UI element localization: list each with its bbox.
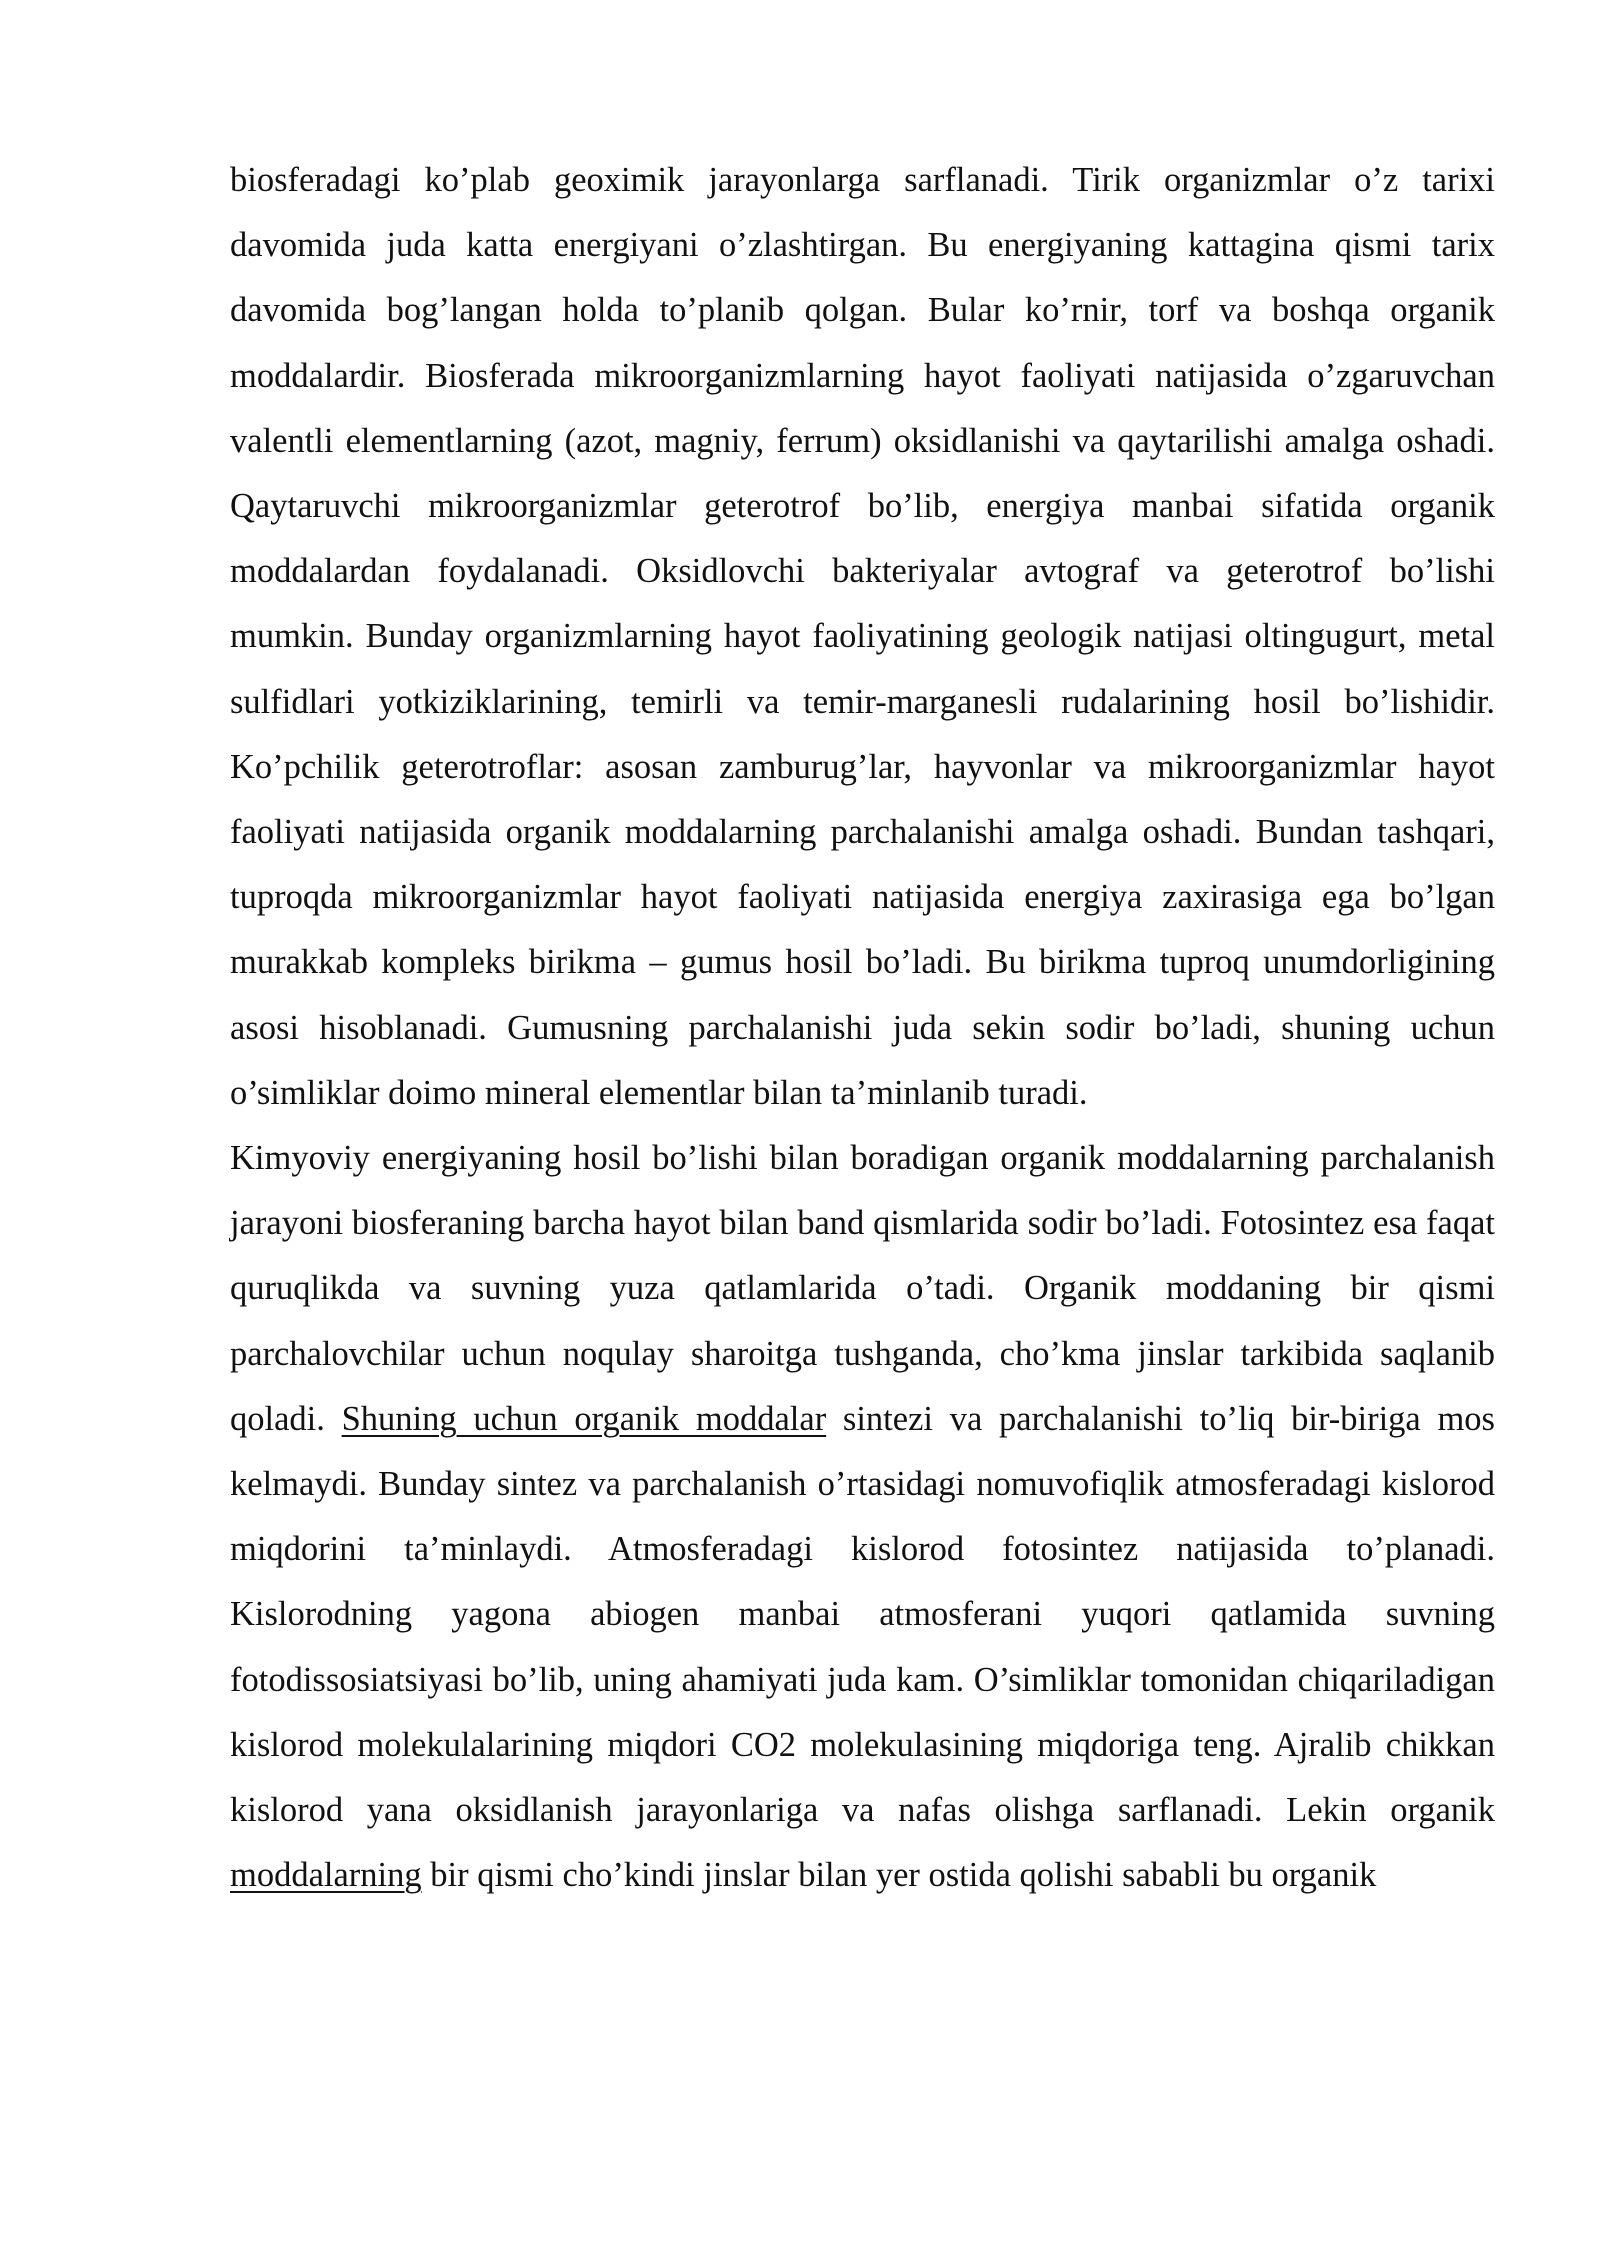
underlined-phrase-2: moddalarning	[230, 1856, 422, 1895]
paragraph-2	[230, 1126, 1495, 1908]
paragraph-2-text-1: Kimyoviy energiyaning hosil bo’lishi bilan boradigan organik moddalarning parchalanish jarayoni biosferaning barcha hayot bilan band qismlarida sodir bo’ladi. Fotosintez esa faqat quruqlikda va suvning yuza qatlamlarida o’tadi. Organik moddaning bir qismi parchalovchilar uchun noqulay sharoitga tushganda, cho’kma jinslar tarkibida saqlanib qoladi.	[230, 1139, 1495, 1438]
paragraph-2-text-2: sintezi va parchalanishi to’liq bir-biriga mos kelmaydi. Bunday sintez va parchalanish o’rtasidagi nomuvofiqlik atmosferadagi kislorod miqdorini ta’minlaydi. Atmosferadagi kislorod fotosintez natijasida to’planadi. Kislorodning yagona abiogen manbai atmosferani yuqori qatlamida suvning fotodissosiatsiyasi bo’lib, uning ahamiyati juda kam. O’simliklar tomonidan chiqariladigan kislorod molekulalarining miqdori CO2 molekulasining miqdoriga teng. Ajralib chikkan kislorod yana oksidlanish jarayonlariga va nafas olishga sarflanadi. Lekin organik	[230, 1399, 1495, 1830]
underlined-phrase-1: Shuning uchun organik moddalar	[341, 1399, 827, 1438]
document-body	[230, 148, 1495, 1908]
paragraph-2-text-3: bir qismi cho’kindi jinslar bilan yer ostida qolishi sababli bu organik	[421, 1856, 1377, 1895]
paragraph-1: biosferadagi ko’plab geoximik jarayonlarga sarflanadi. Tirik organizmlar o’z tarixi davomida juda katta energiyani o’zlashtirgan. Bu energiyaning kattagina qismi tarix davomida bog’langan holda to’planib qolgan. Bular ko’rnir, torf va boshqa organik moddalardir. Biosferada mikroorganizmlarning hayot faoliyati natijasida o’zgaruvchan valentli elementlarning (azot, magniy, ferrum) oksidlanishi va qaytarilishi amalga oshadi. Qaytaruvchi mikroorganizmlar geterotrof bo’lib, energiya manbai sifatida organik moddalardan foydalanadi. Oksidlovchi bakteriyalar avtograf va geterotrof bo’lishi mumkin. Bunday organizmlarning hayot faoliyatining geologik natijasi oltingugurt, metal sulfidlari yotkiziklarining, temirli va temir-marganesli rudalarining hosil bo’lishidir. Ko’pchilik geterotroflar: asosan zamburug’lar, hayvonlar va mikroorganizmlar hayot faoliyati natijasida organik moddalarning parchalanishi amalga oshadi. Bundan tashqari, tuproqda mikroorganizmlar hayot faoliyati natijasida energiya zaxirasiga ega bo’lgan murakkab kompleks birikma – gumus hosil bo’ladi. Bu birikma tuproq unumdorligining asosi hisoblanadi. Gumusning parchalanishi juda sekin sodir bo’ladi, shuning uchun o’simliklar doimo mineral elementlar bilan ta’minlanib turadi.	[230, 161, 1495, 1112]
